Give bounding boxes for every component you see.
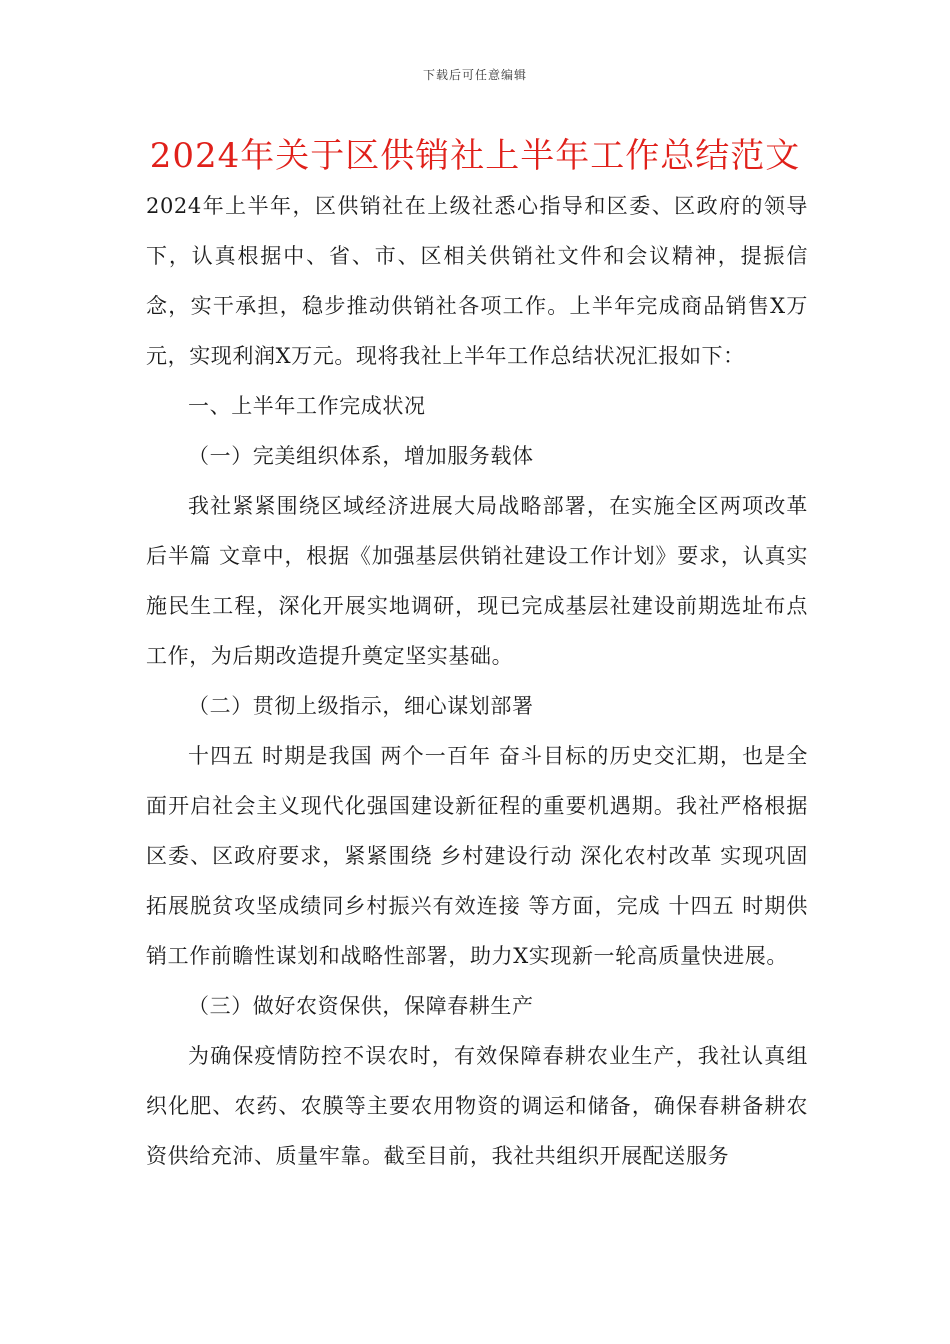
header-note: 下载后可任意编辑: [422, 68, 527, 82]
document-title: 2024年关于区供销社上半年工作总结范文: [149, 136, 801, 176]
paragraph-3: 为确保疫情防控不误农时，有效保障春耕农业生产，我社认真组织化肥、农药、农膜等主要农用物资的调运和储备，确保春耕备耕农资供给充沛、质量牢靠。截至目前，我社共组织开展配送服务: [146, 1044, 808, 1168]
paragraph-2: 十四五 时期是我国 两个一百年 奋斗目标的历史交汇期，也是全面开启社会主义现代化强国建设新征程的重要机遇期。我社严格根据区委、区政府要求，紧紧围绕 乡村建设行动 深化农村改革 实现巩固拓展脱贫攻坚成绩同乡村振兴有效连接 等方面，完成 十四五 时期供销工作前瞻性谋划和战略性部署，助力X实现新一轮高质量快进展。: [146, 744, 808, 968]
paragraph-intro: 2024年上半年，区供销社在上级社悉心指导和区委、区政府的领导下，认真根据中、省、市、区相关供销社文件和会议精神，提振信念，实干承担，稳步推动供销社各项工作。上半年完成商品销售X万元，实现利润X万元。现将我社上半年工作总结状况汇报如下：: [146, 194, 808, 368]
subsection-heading-2: （二）贯彻上级指示，细心谋划部署: [188, 694, 534, 718]
document-body: [146, 181, 808, 1181]
section-heading-1: 一、上半年工作完成状况: [188, 394, 426, 418]
subsection-heading-1: （一）完美组织体系，增加服务载体: [188, 444, 534, 468]
paragraph-1: 我社紧紧围绕区域经济进展大局战略部署，在实施全区两项改革 后半篇 文章中，根据《加强基层供销社建设工作计划》要求，认真实施民生工程，深化开展实地调研，现已完成基层社建设前期选址布点工作，为后期改造提升奠定坚实基础。: [146, 494, 808, 668]
subsection-heading-3: （三）做好农资保供，保障春耕生产: [188, 994, 534, 1018]
